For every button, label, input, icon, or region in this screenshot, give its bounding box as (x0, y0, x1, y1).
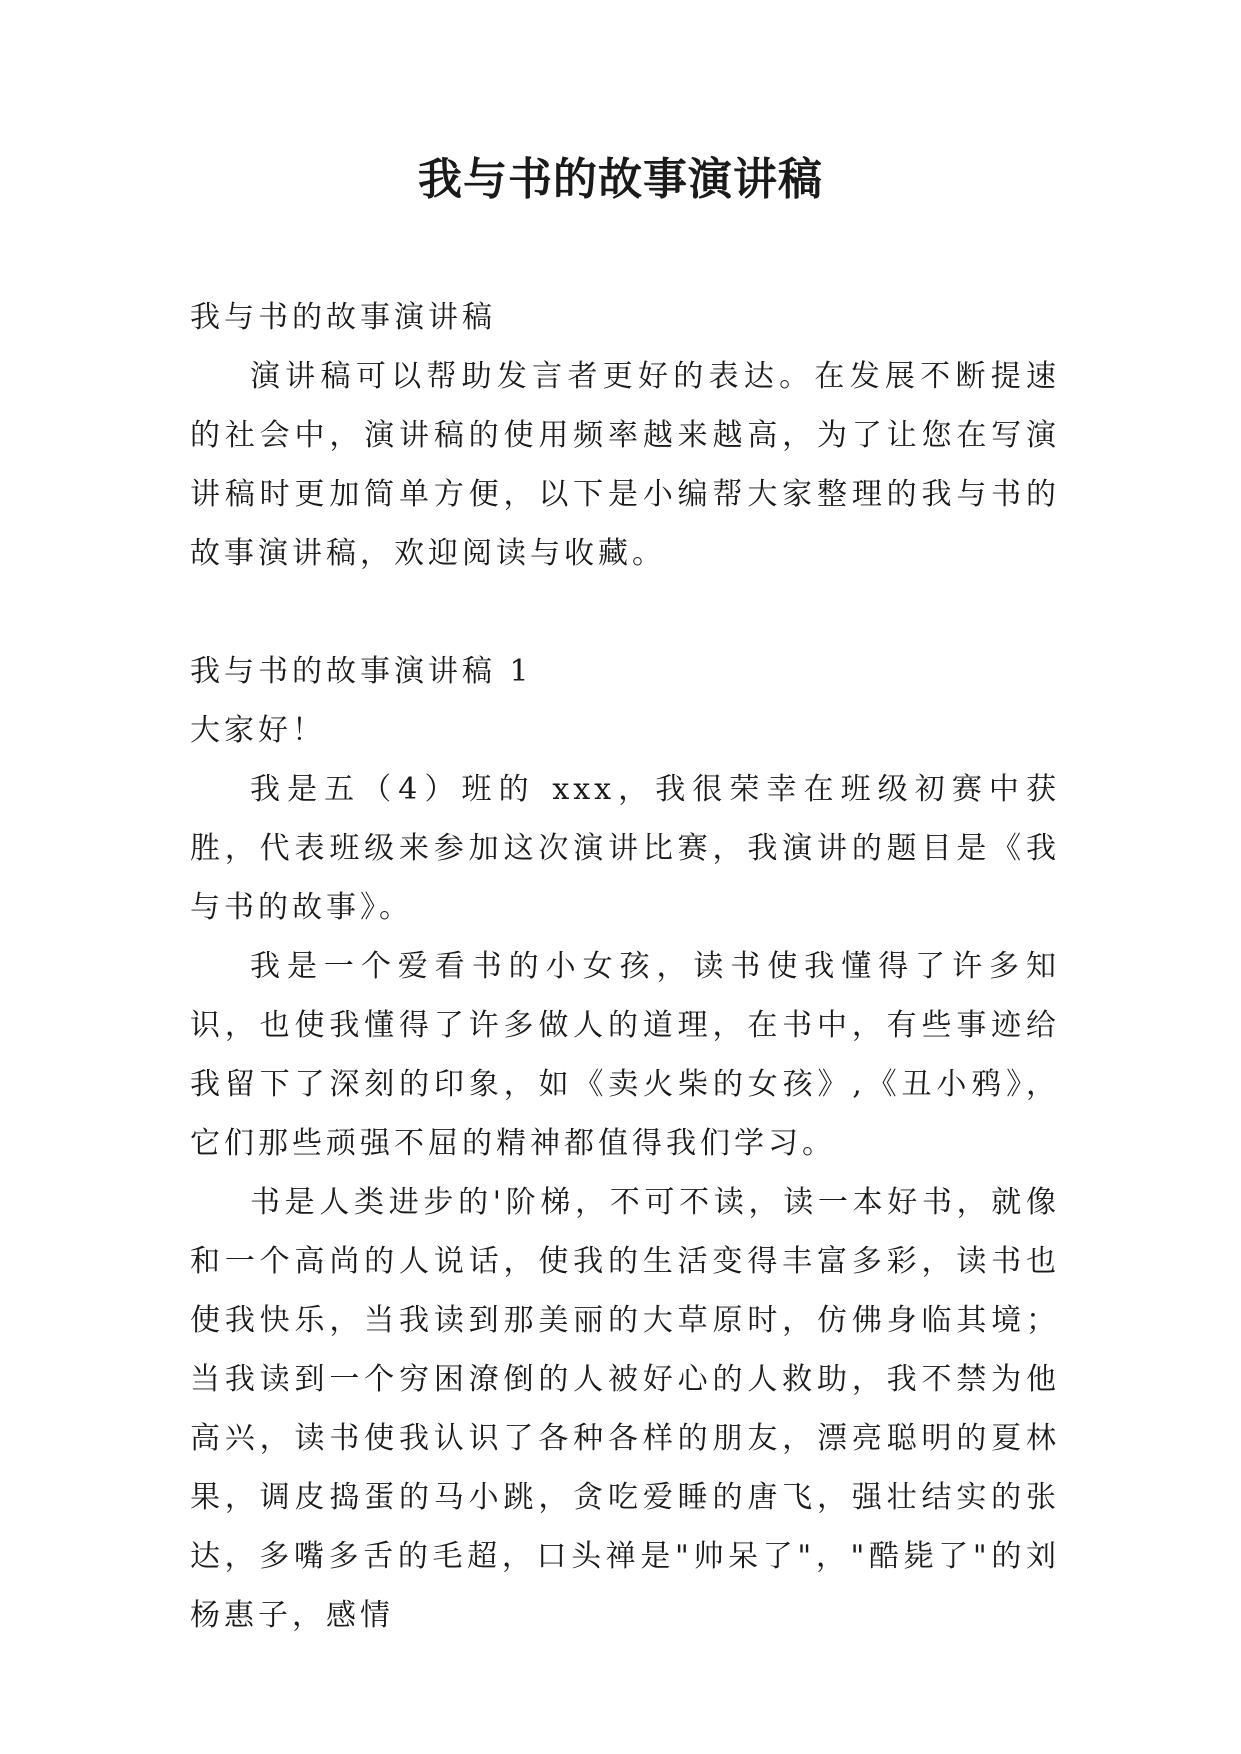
section-heading: 我与书的故事演讲稿 1 (190, 654, 533, 689)
body-paragraph: 书是人类进步的'阶梯，不可不读，读一本好书，就像和一个高尚的人说话，使我的生活变得丰富多彩，读书也使我快乐，当我读到那美丽的大草原时，仿佛身临其境；当我读到一个穷困潦倒的人被好心的人救助，我不禁为他高兴，读书使我认识了各种各样的朋友，漂亮聪明的夏林果，调皮捣蛋的马小跳，贪吃爱睡的唐飞，强壮结实的张达，多嘴多舌的毛超，口头禅是"帅呆了"，"酷毙了"的刘杨惠子，感情 (190, 1185, 1060, 1633)
document-body (190, 288, 1060, 1645)
intro-paragraph: 演讲稿可以帮助发言者更好的表达。在发展不断提速的社会中，演讲稿的使用频率越来越高，为了让您在写演讲稿时更加简单方便，以下是小编帮大家整理的我与书的故事演讲稿，欢迎阅读与收藏。 (190, 359, 1060, 571)
body-paragraph: 我是五（4）班的 xxx，我很荣幸在班级初赛中获胜，代表班级来参加这次演讲比赛，我演讲的题目是《我与书的故事》。 (190, 772, 1060, 925)
body-paragraph: 我是一个爱看书的小女孩，读书使我懂得了许多知识，也使我懂得了许多做人的道理，在书中，有些事迹给我留下了深刻的印象，如《卖火柴的女孩》,《丑小鸦》，它们那些顽强不屈的精神都值得我们学习。 (190, 949, 1060, 1161)
greeting-line: 大家好！ (190, 713, 326, 748)
document-title: 我与书的故事演讲稿 (418, 154, 823, 205)
section-spacer (190, 583, 1060, 642)
document-subtitle: 我与书的故事演讲稿 (190, 300, 496, 335)
